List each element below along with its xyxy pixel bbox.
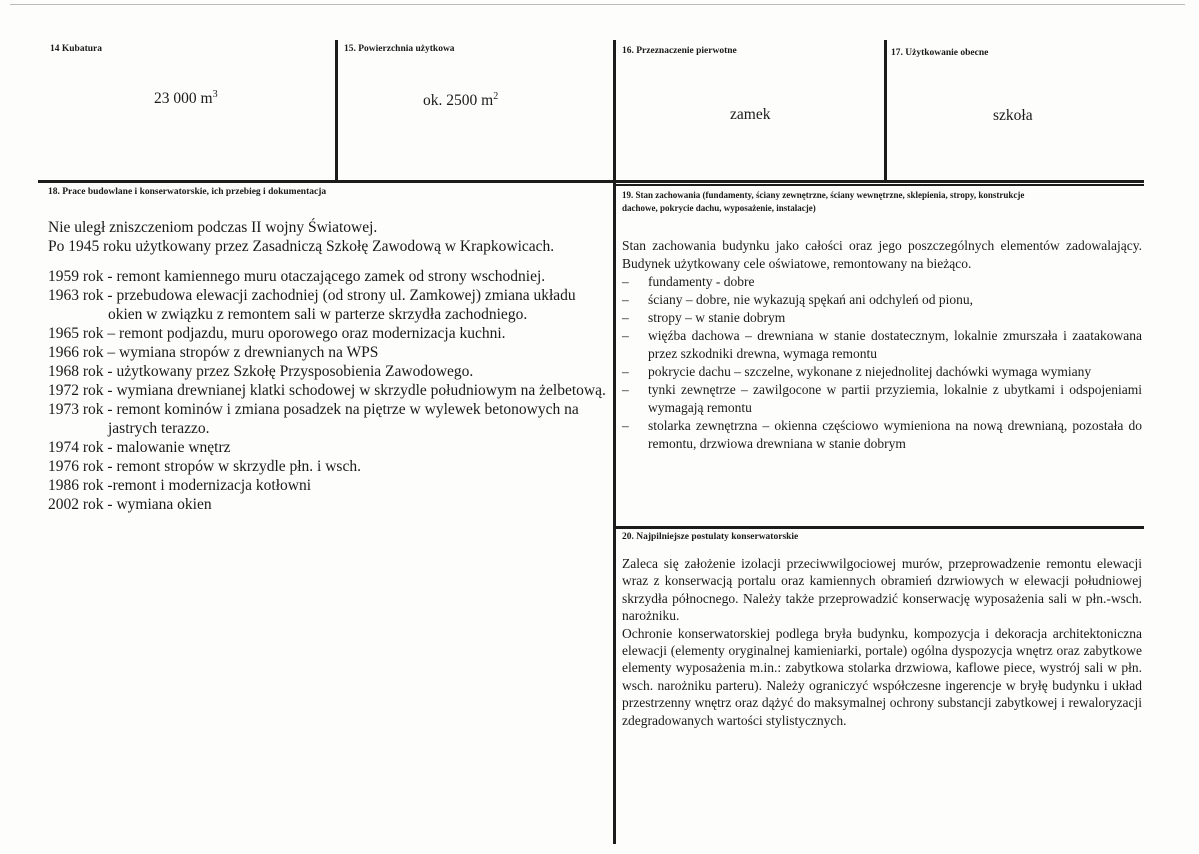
section-18-intro-line: Po 1945 roku użytkowany przez Zasadniczą Szkołę Zawodową w Krapkowicach. bbox=[48, 238, 555, 255]
field-16-value: zamek bbox=[730, 106, 771, 123]
field-15-value-text: ok. 2500 m bbox=[423, 92, 494, 109]
horizontal-divider-20 bbox=[614, 526, 1144, 529]
section-18-entry: 2002 rok - wymiana okien bbox=[48, 496, 212, 513]
field-14-value-text: 23 000 m bbox=[154, 90, 213, 107]
section-20-label: 20. Najpilniejsze postulaty konserwatorskie bbox=[622, 532, 799, 542]
section-19-label-line2: dachowe, pokrycie dachu, wyposażenie, instalacje) bbox=[622, 203, 816, 213]
field-14-label: 14 Kubatura bbox=[50, 44, 102, 54]
field-17-value: szkoła bbox=[993, 107, 1033, 124]
top-row-divider-2 bbox=[613, 40, 616, 180]
field-16-label: 16. Przeznaczenie pierwotne bbox=[622, 46, 737, 56]
field-17-label: 17. Użytkowanie obecne bbox=[891, 48, 989, 58]
section-19-item: – stropy – w stanie dobrym bbox=[622, 309, 1142, 327]
field-15-unit-sup: 2 bbox=[493, 90, 499, 102]
top-border-line bbox=[10, 4, 1185, 5]
section-18-intro-line: Nie uległ zniszczeniom podczas II wojny Światowej. bbox=[48, 219, 378, 236]
section-18-entry: 1959 rok - remont kamiennego muru otaczającego zamek od strony wschodniej. bbox=[48, 268, 546, 285]
section-19-body bbox=[622, 237, 1142, 453]
field-14-unit-sup: 3 bbox=[212, 88, 218, 100]
section-18-entry: 1968 rok - użytkowany przez Szkołę Przysposobienia Zawodowego. bbox=[48, 363, 474, 380]
field-15-value bbox=[423, 92, 498, 110]
section-19-intro: Stan zachowania budynku jako całości oraz jego poszczególnych elementów zadowalający. Budynek użytkowany cele oświatowe, remontowany na bieżąco. bbox=[622, 238, 1142, 271]
section-18-entry: 1963 rok - przebudowa elewacji zachodniej (od strony ul. Zamkowej) zmiana układu okien w związku z remontem sali w parterze skrzydła zachodniego. bbox=[48, 287, 576, 323]
section-18-label: 18. Prace budowlane i konserwatorskie, ich przebieg i dokumentacja bbox=[48, 187, 327, 197]
section-20-paragraph: Ochronie konserwatorskiej podlega bryła budynku, kompozycja i dekoracja architektoniczna elewacji (elementy oryginalnej kamieniarki, portale) ogólna dyspozycja wnętrz oraz zabytkowe elementy wyposażenia m.in.: zabytkowa stolarka drzwiowa, kaflowe piece, wystrój sali w płn. wsch. narożniku parteru). Należy ograniczyć współczesne ingerencje w bryłę budynku i układ przestrzenny wnętrz oraz dążyć do maksymalnej ochrony substancji zabytkowej i rewaloryzacji zdegradowanych wartości stylistycznych. bbox=[622, 625, 1142, 728]
section-18-entry: 1974 rok - malowanie wnętrz bbox=[48, 439, 231, 456]
section-18-entry: 1965 rok – remont podjazdu, muru oporowego oraz modernizacja kuchni. bbox=[48, 325, 506, 342]
section-18-gap bbox=[48, 256, 613, 267]
section-19-item: – stolarka zewnętrzna – okienna częściowo wymieniona na nową drewnianą, pozostała do remontu, drzwiowa drewniana w stanie dobrym bbox=[622, 417, 1142, 453]
horizontal-divider-top bbox=[38, 180, 1144, 183]
section-18-entry: 1966 rok – wymiana stropów z drewnianych na WPS bbox=[48, 344, 379, 361]
section-20-paragraph: Zaleca się założenie izolacji przeciwwilgociowej murów, przeprowadzenie remontu elewacji wraz z konserwacją portalu oraz kamiennych obramień dzrwiowych w elewacji południowej skrzydła północnego. Należy także przeprowadzić konserwację wyposażenia sali w płn.-wsch. narożniku. bbox=[622, 556, 1142, 624]
section-19-item: – ściany – dobre, nie wykazują spękań ani odchyleń od pionu, bbox=[622, 291, 1142, 309]
section-18-body bbox=[48, 218, 613, 514]
field-15-label: 15. Powierzchnia użytkowa bbox=[344, 44, 455, 54]
horizontal-divider-19 bbox=[614, 184, 1144, 186]
section-20-body bbox=[622, 555, 1142, 729]
section-18-entry: 1972 rok - wymiana drewnianej klatki schodowej w skrzydle południowym na żelbetową. bbox=[48, 382, 606, 399]
section-19-item: – fundamenty - dobre bbox=[622, 273, 1142, 291]
top-row-divider-1 bbox=[335, 40, 338, 180]
top-row-divider-3 bbox=[884, 40, 887, 180]
section-18-entry: 1976 rok - remont stropów w skrzydle płn. i wsch. bbox=[48, 458, 361, 475]
section-19-item: – tynki zewnętrze – zawilgocone w partii przyziemia, lokalnie z ubytkami i odspojeniami wymagają remontu bbox=[622, 381, 1142, 417]
field-14-value bbox=[154, 90, 218, 108]
section-18-entry: 1986 rok -remont i modernizacja kotłowni bbox=[48, 477, 312, 494]
section-18-entry: 1973 rok - remont kominów i zmiana posadzek na piętrze w wylewek betonowych na jastrych terazzo. bbox=[48, 401, 579, 437]
section-19-list bbox=[622, 273, 1142, 453]
section-19-item: – więźba dachowa – drewniana w stanie dostatecznym, lokalnie zmurszała i zaatakowana przez szkodniki drewna, wymaga remontu bbox=[622, 327, 1142, 363]
main-vertical-divider bbox=[613, 180, 616, 844]
section-19-label-line1: 19. Stan zachowania (fundamenty, ściany zewnętrzne, ściany wewnętrzne, sklepienia, stropy, konstrukcje bbox=[622, 190, 1025, 200]
section-19-item: – pokrycie dachu – szczelne, wykonane z niejednolitej dachówki wymaga wymiany bbox=[622, 363, 1142, 381]
